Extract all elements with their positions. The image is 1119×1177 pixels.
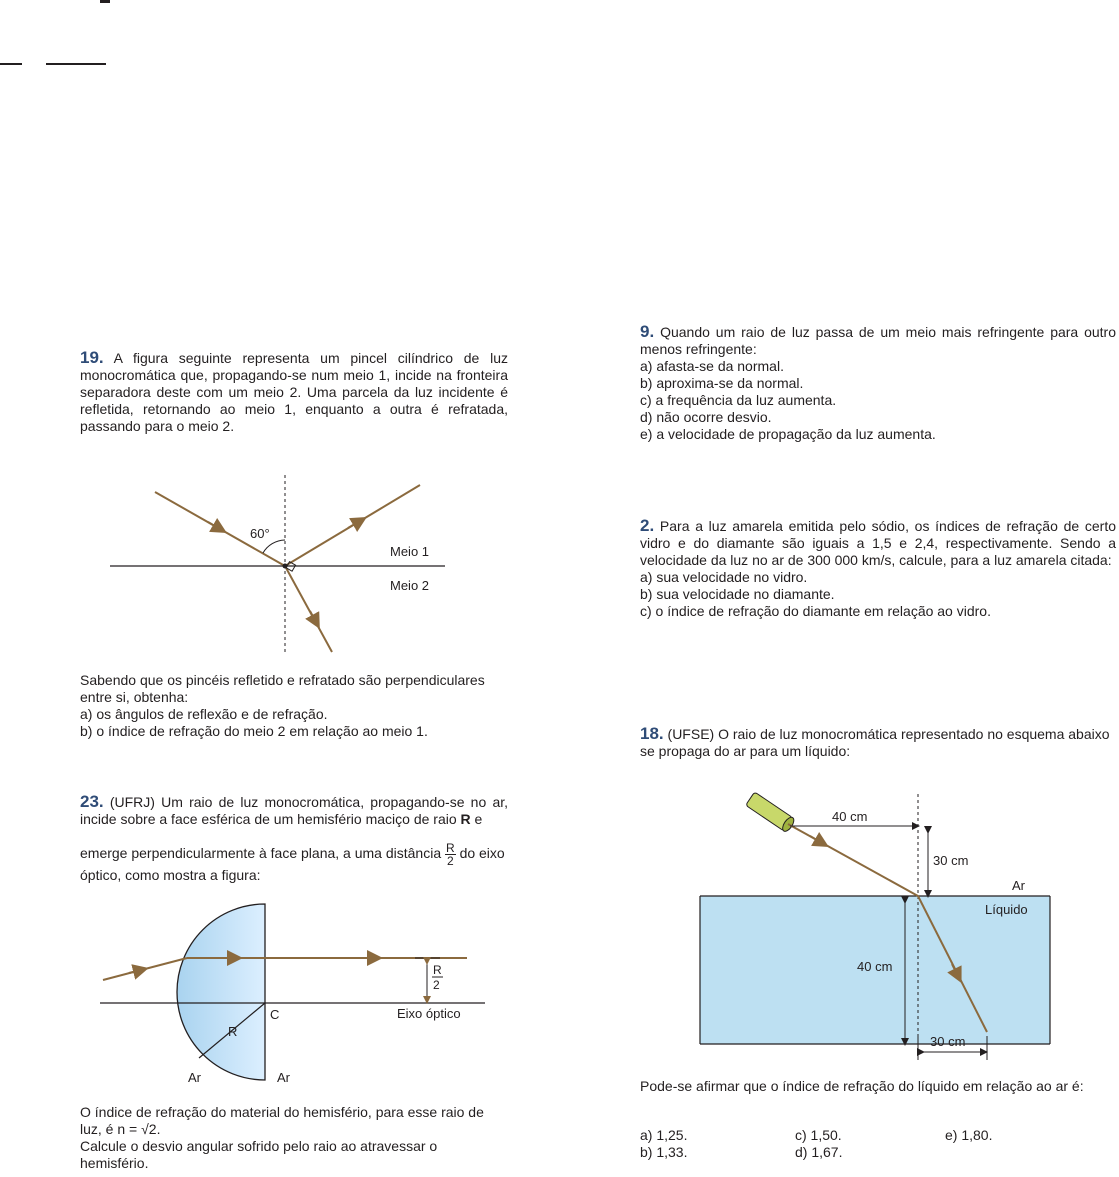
q23-statement-part1: (UFRJ) Um raio de luz monocromática, propagando-se no ar, incide sobre a face esférica de um hemisfério maciço de raio [80,794,509,827]
q9-statement: Quando um raio de luz passa de um meio mais refringente para outro menos refringente: [640,324,1117,357]
q2-statement-line [640,517,1116,569]
q9-item: c) a frequência da luz aumenta. [640,392,837,408]
q18-air-label: Ar [1012,878,1025,893]
q19-statement: A figura seguinte representa um pincel cilíndrico de luz monocromática que, propagando-se num meio 1, incide na fronteira separadora deste com um meio 2. Uma parcela da luz incidente é refletida, retornando ao meio 1, enquanto a outra é refratada, passando para o meio 2. [80,350,508,434]
q2-block [640,517,1116,620]
q18-option: d) 1,67. [795,1144,843,1160]
q23-radius-label: R [228,1024,238,1039]
q23-after-part2: . [156,1121,161,1137]
q23-sqrt: √2 [141,1121,157,1137]
q9-statement-line [640,323,1116,358]
q19-medium1-label: Meio 1 [390,544,430,559]
q19-angle-label: 60° [250,526,270,541]
q18-bottom-width-label: 30 cm [930,1034,966,1049]
q2-item: a) sua velocidade no vidro. [640,569,808,585]
q23-radius-symbol: R [460,811,471,827]
q23-air-left: Ar [188,1070,201,1085]
q9-item: e) a velocidade de propagação da luz aumenta. [640,426,936,442]
q18-after-block [640,1078,1110,1095]
q18-option: b) 1,33. [640,1144,688,1160]
q19-angle-arc [263,540,285,553]
q23-fraction-denominator: 2 [446,854,454,868]
q23-fraction [445,842,456,867]
q9-item: b) aproxima-se da normal. [640,375,804,391]
q18-option: a) 1,25. [640,1127,688,1143]
q23-figure [95,898,495,1090]
q9-item: a) afasta-se da normal. [640,358,784,374]
q19-item: b) o índice de refração do meio 2 em relação ao meio 1. [80,723,428,739]
q23-center-label: C [270,1007,280,1022]
q23-after-line1 [80,1104,508,1138]
q18-liquid-label: Líquido [985,902,1028,917]
q23-after-part1: O índice de refração do material do hemisfério, para esse raio de luz, é n = [80,1104,484,1137]
q18-after-text: Pode-se afirmar que o índice de refração do líquido em relação ao ar é: [640,1078,1084,1094]
q23-after-part3: Calcule o desvio angular sofrido pelo raio ao atravessar o hemisfério. [80,1138,438,1171]
q19-refracted-ray [285,566,332,652]
q2-item: b) sua velocidade no diamante. [640,586,835,602]
top-fragment-b [0,63,22,65]
q23-ray-in [103,958,187,980]
q23-dim-den: 2 [433,978,440,992]
top-fragment-c [46,63,106,65]
q23-number: 23. [80,792,104,811]
q23-hemisphere [177,904,265,1080]
q18-incident-arrow [810,836,822,843]
q19-refracted-arrow [310,611,316,622]
q19-incident-arrow [208,522,220,529]
q18-figure [690,790,1060,1060]
q18-option: e) 1,80. [945,1127,993,1143]
q19-reflected-arrow [348,521,360,528]
q18-top-height-label: 30 cm [933,853,969,868]
q9-block [640,323,1116,443]
q19-after-block [80,672,508,740]
q18-statement: (UFSE) O raio de luz monocromática representado no esquema abaixo se propaga do ar para um líquido: [640,726,1110,759]
q2-statement: Para a luz amarela emitida pelo sódio, os índices de refração de certo vidro e do diamante são iguais a 1,5 e 2,4, respectivamente. Sendo a velocidade da luz no ar de 300 000 km/s, calcule, para a luz amarela citada: [640,518,1116,568]
q9-item: d) não ocorre desvio. [640,409,772,425]
q18-incident-ray [788,824,918,896]
q19-statement-block [80,349,508,435]
q18-option: c) 1,50. [795,1127,842,1143]
q23-after-block [80,1104,508,1172]
q23-air-right: Ar [277,1070,290,1085]
q23-statement-part2: e [474,811,483,827]
q9-number: 9. [640,322,655,341]
top-fragment-a [100,0,110,3]
q19-number: 19. [80,348,104,367]
q19-after-text: Sabendo que os pincéis refletido e refratado são perpendiculares entre si, obtenha: [80,672,485,705]
q18-laser-icon [746,792,796,833]
q23-statement-block [80,793,508,828]
q2-number: 2. [640,516,655,535]
q23-fraction-numerator: R [446,841,455,855]
q19-figure [100,470,470,660]
q2-item: c) o índice de refração do diamante em relação ao vidro. [640,603,991,619]
q19-item: a) os ângulos de reflexão e de refração. [80,706,328,722]
q18-number: 18. [640,724,664,743]
q23-statement-block-2 [80,842,508,884]
q23-statement-part4: do eixo óptico, como mostra a figura: [80,845,505,883]
q18-statement-block [640,725,1110,760]
q23-statement-part3: emerge perpendicularmente à face plana, a uma distância [80,845,442,862]
q18-depth-label: 40 cm [857,959,893,974]
q19-medium2-label: Meio 2 [390,578,430,593]
q19-incidence-point [283,564,288,569]
q23-dim-num: R [433,963,442,977]
q18-top-width-label: 40 cm [832,809,868,824]
q23-axis-label: Eixo óptico [397,1006,461,1021]
